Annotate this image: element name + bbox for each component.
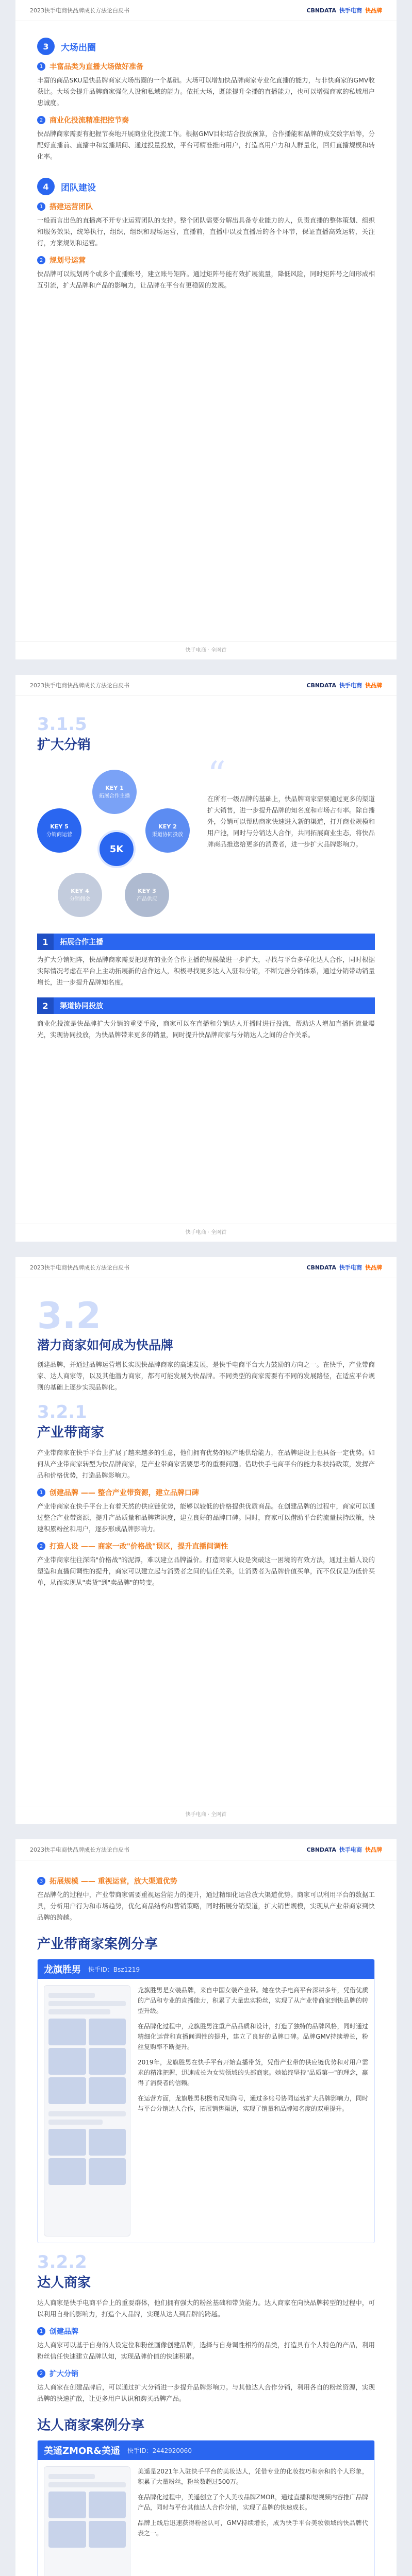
case-paragraph: 2019年，龙旗胜男在快手平台开始直播带货，凭借产业带的供应链优势和对用户需求的精准把握，迅速成长为女装领域的头部商家。她始终坚持"品质第一"的理念，赢得了消费者的信赖。 xyxy=(138,2059,368,2087)
section-title: 扩大分销 xyxy=(37,737,91,753)
subsection-title: 达人商家 xyxy=(37,2275,91,2291)
subheading-title: 扩大分销 xyxy=(50,2370,78,2378)
logo-kuaipinpai: 快品牌 xyxy=(365,682,382,689)
case-paragraph: 在品牌化过程中，美遥创立了个人美妆品牌ZMOR，通过直播和短视频内容推广品牌产品，同时与平台其他达人合作分销，实现了品牌的快速成长。 xyxy=(138,2494,368,2511)
case-id: 快手ID：2442920060 xyxy=(127,2447,192,2454)
case-paragraph: 美遥是2021年入驻快手平台的美妆达人，凭借专业的化妆技巧和亲和的个人形象，积累了大量粉丝，粉丝数超过500万。 xyxy=(138,2468,368,2485)
case-paragraph: 品牌上线后迅速获得粉丝认可，GMV持续增长，成为快手平台美妆领域的快品牌代表之一。 xyxy=(138,2519,368,2537)
case-id: 快手ID：Bsz1219 xyxy=(88,1965,140,1973)
subheading-title: 搭建运营团队 xyxy=(50,203,93,211)
case-name: 龙旗胜男 xyxy=(44,1964,81,1975)
subheading xyxy=(37,1876,375,1886)
header-logos xyxy=(306,1845,382,1854)
key-center: 5K xyxy=(97,830,136,868)
logo-kuaipinpai: 快品牌 xyxy=(365,7,382,14)
logo-kuaishou: 快手电商 xyxy=(339,1264,362,1271)
page-footer: 快手电商 · 全网首 xyxy=(15,1224,397,1242)
page-footer: 快手电商 · 全网首 xyxy=(15,641,397,659)
subheading-title: 商业化投流精准把控节奏 xyxy=(50,116,129,125)
section-heading xyxy=(37,178,375,195)
subheading-number: 1 xyxy=(37,1488,45,1497)
paragraph: 达人商家在创建品牌后，可以通过扩大分销进一步提升品牌影响力。与其他达人合作分销，利用各自的粉丝资源，实现品牌的快速扩散，让更多用户认识和购买品牌产品。 xyxy=(37,2383,375,2402)
case-title: 达人商家案例分享 xyxy=(37,2418,145,2433)
bar-title: 拓展合作主播 xyxy=(60,938,103,946)
subheading-number: 2 xyxy=(37,256,45,264)
header-title: 2023快手电商快品牌成长方法论白皮书 xyxy=(30,7,129,14)
case-paragraph: 在运营方面，龙旗胜男积极布局矩阵号，通过多账号协同运营扩大品牌影响力，同时与平台分销达人合作，拓展销售渠道，实现了销量和品牌知名度的双重提升。 xyxy=(138,2095,368,2112)
section-title: 潜力商家如何成为快品牌 xyxy=(37,1338,173,1352)
logo-cbndata: CBNDATA xyxy=(306,682,336,689)
header-title: 2023快手电商快品牌成长方法论白皮书 xyxy=(30,1846,129,1853)
paragraph: 在所有一级品牌的基础上，快品牌商家需要通过更多的渠道扩大销售，进一步提升品牌的知名度和市场占有率。除自播外，分销可以帮助商家快速进入新的渠道，打开商业规模和用户池，同时与分销达人合作，共同拓展商业生态，将快品牌商品推送给更多的消费者，进一步扩大品牌影响力。 xyxy=(207,795,375,848)
page-header xyxy=(15,1257,397,1278)
logo-kuaishou: 快手电商 xyxy=(339,682,362,689)
key-1: KEY 1 拓展合作主播 xyxy=(92,770,137,814)
section-bar xyxy=(37,934,375,950)
page-header xyxy=(15,0,397,21)
subheading-number: 1 xyxy=(37,202,45,211)
logo-kuaishou: 快手电商 xyxy=(339,7,362,14)
logo-kuaipinpai: 快品牌 xyxy=(365,1846,382,1853)
subsection-number: 3.2.1 xyxy=(37,1402,87,1422)
paragraph: 创建品牌，并通过品牌运营增长实现快品牌商家的高速发展，是快手电商平台大力鼓励的方向之一。在快手，产业带商家、达人商家等，以及其他潜力商家，都有可能发展为快品牌。不同类型的商家需要有不同的发展路径，在适应平台规则的基础上逐步实现品牌化。 xyxy=(37,1361,375,1391)
paragraph: 达人商家是快手电商平台上的重要群体，他们拥有强大的粉丝基础和带货能力。达人商家在向快品牌转型的过程中，可以利用自身的影响力，打造个人品牌，实现从达人到品牌的跨越。 xyxy=(37,2299,375,2318)
key-4: KEY 4 分销佣金 xyxy=(58,873,102,917)
paragraph: 产业带商家往往深陷"价格战"的泥潭，难以建立品牌溢价。打造商家人设是突破这一困境的有效方法，通过主播人设的塑造和直播间调性的提升，商家可以建立起与消费者之间的信任关系，让消费者为品牌价值买单，而不仅仅是为低价买单，从而实现从"卖货"到"卖品牌"的转变。 xyxy=(37,1556,375,1586)
header-title: 2023快手电商快品牌成长方法论白皮书 xyxy=(30,1264,129,1271)
paragraph: 一般而言出色的直播离不开专业运营团队的支持。整个团队需要分解出具备专业能力的人，负责直播的整体策划、组织和服务效果，统筹执行，组织，组织和现场运营，直播前，直播中以及直播后的各个环节，保证直播高效运转，关注行，方案规划和运营。 xyxy=(37,216,375,247)
page-1 xyxy=(15,0,397,659)
subheading-number: 1 xyxy=(37,62,45,71)
case-header xyxy=(38,2441,374,2460)
paragraph: 丰富的商品SKU是快品牌商家大场出圈的一个基础。大场可以增加快品牌商家专业化直播的能力，与非快商家的GMV收获比。大场会提升品牌商家强化人设和私域的能力。依托大场，既能提升全播的直播能力，也可以增强商家的私域用户忠诚度。 xyxy=(37,76,375,107)
key-3: KEY 3 产品供应 xyxy=(125,873,169,917)
case-paragraph: 在品牌化过程中，龙旗胜男注重产品品质和设计，打造了独特的品牌风格，同时通过精细化运营和直播间调性的提升，建立了良好的品牌口碑。品牌GMV持续增长，粉丝复购率不断提升。 xyxy=(138,2023,368,2050)
logo-cbndata: CBNDATA xyxy=(306,1846,336,1853)
logo-kuaishou: 快手电商 xyxy=(339,1846,362,1853)
section-title: 团队建设 xyxy=(61,182,96,193)
phone-screenshot xyxy=(44,1985,130,2236)
subheading-title: 创建品牌 —— 整合产业带资源，建立品牌口碑 xyxy=(50,1489,199,1497)
subheading-title: 规划号运营 xyxy=(50,257,86,265)
subheading-title: 丰富品类为直播大场做好准备 xyxy=(50,63,143,71)
subheading xyxy=(37,201,375,212)
section-heading xyxy=(37,38,375,55)
page-header xyxy=(15,675,397,696)
phone-screenshot xyxy=(44,2466,130,2576)
paragraph: 为扩大分销矩阵，快品牌商家需要把现有的业务合作主播的规模做进一步扩大，寻找与平台多样化达人合作，同时根据实际情况考虑在平台上主动拓展新的合作达人，积极寻找更多达人入驻和分销，不断完善分销体系，通过分销带动销量增长，进一步提升品牌知名度。 xyxy=(37,956,375,986)
bar-title: 渠道协同投放 xyxy=(60,1002,103,1010)
subheading xyxy=(37,2368,375,2379)
subheading-number: 2 xyxy=(37,1542,45,1550)
case-header xyxy=(38,1959,374,1979)
section-bar xyxy=(37,997,375,1014)
subheading xyxy=(37,1541,375,1551)
subheading-title: 打造人设 —— 商家一改"价格战"误区，提升直播间调性 xyxy=(50,1543,228,1551)
subheading-number: 1 xyxy=(37,2327,45,2335)
page-3 xyxy=(15,1257,397,1824)
header-logos xyxy=(306,1263,382,1272)
case-title: 产业带商家案例分享 xyxy=(37,1937,158,1952)
key-diagram xyxy=(37,770,192,924)
case-card xyxy=(37,1959,375,2243)
section-title: 大场出圈 xyxy=(61,42,96,53)
case-card xyxy=(37,2440,375,2576)
subheading-title: 拓展规模 —— 重视运营，放大渠道优势 xyxy=(50,1877,177,1886)
subheading-title: 创建品牌 xyxy=(50,2328,78,2336)
logo-cbndata: CBNDATA xyxy=(306,7,336,14)
header-title: 2023快手电商快品牌成长方法论白皮书 xyxy=(30,682,129,689)
paragraph: 快品牌商家需要有把握节奏地开展商业化投流工作。根据GMV目标结合投放预算，合作播能和品牌的成交数字后等，分配好直播前、直播中和复播期间、通过投量投放，平台可精准推向用户，打造高用户力和人群量化，回归直播规模和转化率。 xyxy=(37,130,375,160)
case-name: 美遥ZMOR&美遥 xyxy=(44,2446,120,2456)
key-2: KEY 2 渠道协同投放 xyxy=(145,808,190,853)
subheading xyxy=(37,255,375,265)
section-number: 3.1.5 xyxy=(37,714,87,735)
logo-kuaipinpai: 快品牌 xyxy=(365,1264,382,1271)
paragraph: 产业带商家在快手平台上有着天然的供应链优势，能够以较低的价格提供优质商品。在创建品牌的过程中，商家可以通过整合产业带资源，提升产品质量和品牌辨识度，建立良好的品牌口碑。同时，商家可以借助平台的流量扶持政策，快速积累粉丝和用户，逐步形成品牌影响力。 xyxy=(37,1502,375,1533)
header-logos xyxy=(306,6,382,14)
subheading xyxy=(37,115,375,125)
paragraph: 产业带商家在快手平台上扩展了越来越多的生意，他们拥有优势的原产地供给能力，在品牌建设上也具备一定优势。如何从产业带商家转型为快品牌商家，是产业带商家需要思考的重要问题。借助快手电商平台的能力和扶持政策，发挥产品和价格优势，打造品牌影响力。 xyxy=(37,1449,375,1479)
bar-number: 1 xyxy=(37,934,54,950)
logo-cbndata: CBNDATA xyxy=(306,1264,336,1271)
subheading-number: 2 xyxy=(37,2369,45,2378)
header-logos xyxy=(306,681,382,689)
subsection-number: 3.2.2 xyxy=(37,2252,87,2273)
page-footer: 快手电商 · 全网首 xyxy=(15,1806,397,1824)
subsection-title: 产业带商家 xyxy=(37,1425,105,1440)
paragraph: 快品牌可以规划两个或多个直播账号，建立账号矩阵。通过矩阵号能有效扩展流量，降低风险，同时矩阵号之间形成相互引流，扩大品牌和产品的影响力，让品牌在平台有更稳固的发展。 xyxy=(37,270,375,289)
section-number: 3 xyxy=(37,38,55,55)
paragraph: 达人商家可以基于自身的人设定位和粉丝画像创建品牌，选择与自身调性相符的品类，打造具有个人特色的产品，利用粉丝信任快速建立品牌认知，实现品牌价值的快速积累。 xyxy=(37,2341,375,2360)
paragraph: 商业化投流是快品牌扩大分销的重要手段，商家可以在直播和分销达人开播时进行投流，帮助达人增加直播间流量曝光，实现协同投放，为快品牌带来更多的销量，同时提升快品牌商家与分销达人之间的合作关系。 xyxy=(37,1020,375,1039)
paragraph: 在品牌化的过程中，产业带商家需要重视运营能力的提升，通过精细化运营放大渠道优势。商家可以利用平台的数据工具，分析用户行为和市场趋势，优化商品结构和营销策略，同时拓展分销渠道，扩大销售规模，实现从产业带商家到快品牌的跨越。 xyxy=(37,1891,375,1921)
section-number: 4 xyxy=(37,178,55,195)
quote-mark-icon: “ xyxy=(207,754,226,796)
subheading xyxy=(37,2326,375,2336)
subheading xyxy=(37,61,375,72)
subheading xyxy=(37,1487,375,1498)
page-4 xyxy=(15,1839,397,2576)
subheading-number: 3 xyxy=(37,1877,45,1885)
page-header xyxy=(15,1839,397,1860)
page-2 xyxy=(15,675,397,1242)
subheading-number: 2 xyxy=(37,116,45,124)
key-5: KEY 5 分销商运营 xyxy=(37,808,81,853)
section-number: 3.2 xyxy=(37,1295,102,1337)
case-paragraph: 龙旗胜男是女装品牌，来自中国女装产业带。她在快手电商平台深耕多年，凭借优质的产品和专业的直播能力，积累了大量忠实粉丝，实现了从产业带商家到快品牌的转型升级。 xyxy=(138,1987,368,2014)
bar-number: 2 xyxy=(37,997,54,1014)
